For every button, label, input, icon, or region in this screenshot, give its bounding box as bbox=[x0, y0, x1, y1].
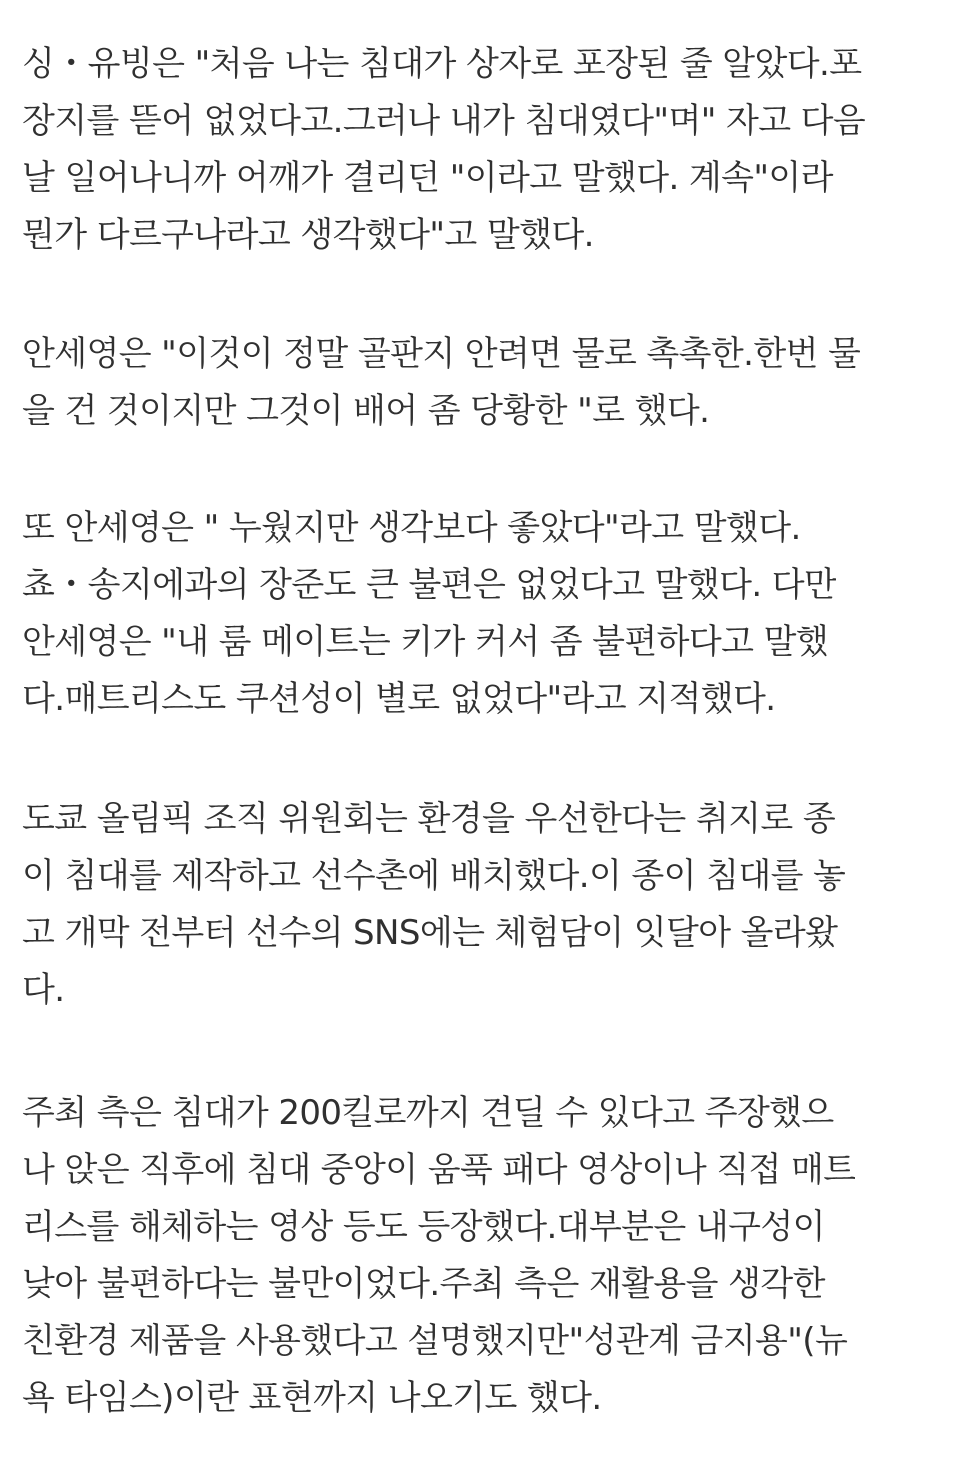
article-paragraph bbox=[22, 36, 865, 264]
text-line: 안세영은 "내 룸 메이트는 키가 커서 좀 불편하다고 말했 bbox=[22, 622, 829, 662]
text-line: 도쿄 올림픽 조직 위원회는 환경을 우선한다는 취지로 종 bbox=[22, 799, 836, 839]
text-line: 욕 타임스)이란 표현까지 나오기도 했다. bbox=[22, 1378, 602, 1418]
text-line: 고 개막 전부터 선수의 SNS에는 체험담이 잇달아 올라왔 bbox=[22, 913, 838, 953]
text-line: 날 일어나니까 어깨가 결리던 "이라고 말했다. 계속"이라 bbox=[22, 158, 833, 198]
text-line: 을 건 것이지만 그것이 배어 좀 당황한 "로 했다. bbox=[22, 391, 710, 431]
text-line: 이 침대를 제작하고 선수촌에 배치했다.이 종이 침대를 놓 bbox=[22, 856, 846, 896]
text-line: 안세영은 "이것이 정말 골판지 안려면 물로 촉촉한.한번 물 bbox=[22, 334, 861, 374]
text-line: 쵸・송지에과의 장준도 큰 불편은 없었다고 말했다. 다만 bbox=[22, 565, 837, 605]
article-paragraph bbox=[22, 1085, 855, 1427]
text-line: 주최 측은 침대가 200킬로까지 견딜 수 있다고 주장했으 bbox=[22, 1093, 834, 1133]
text-line: 친환경 제품을 사용했다고 설명했지만"성관계 금지용"(뉴 bbox=[22, 1321, 848, 1361]
text-line: 다. bbox=[22, 970, 65, 1010]
text-line: 다.매트리스도 쿠션성이 별로 없었다"라고 지적했다. bbox=[22, 679, 776, 719]
text-line: 리스를 해체하는 영상 등도 등장했다.대부분은 내구성이 bbox=[22, 1207, 825, 1247]
text-line: 뭔가 다르구나라고 생각했다"고 말했다. bbox=[22, 215, 594, 255]
text-line: 나 앉은 직후에 침대 중앙이 움푹 패다 영상이나 직접 매트 bbox=[22, 1150, 856, 1190]
article-paragraph bbox=[22, 500, 836, 728]
article-paragraph bbox=[22, 791, 845, 1019]
text-line: 싱・유빙은 "처음 나는 침대가 상자로 포장된 줄 알았다.포 bbox=[22, 44, 862, 84]
article-paragraph bbox=[22, 326, 860, 440]
text-line: 장지를 뜯어 없었다고.그러나 내가 침대였다"며" 자고 다음 bbox=[22, 101, 866, 141]
text-line: 또 안세영은 " 누웠지만 생각보다 좋았다"라고 말했다. bbox=[22, 508, 801, 548]
text-line: 낮아 불편하다는 불만이었다.주최 측은 재활용을 생각한 bbox=[22, 1264, 825, 1304]
